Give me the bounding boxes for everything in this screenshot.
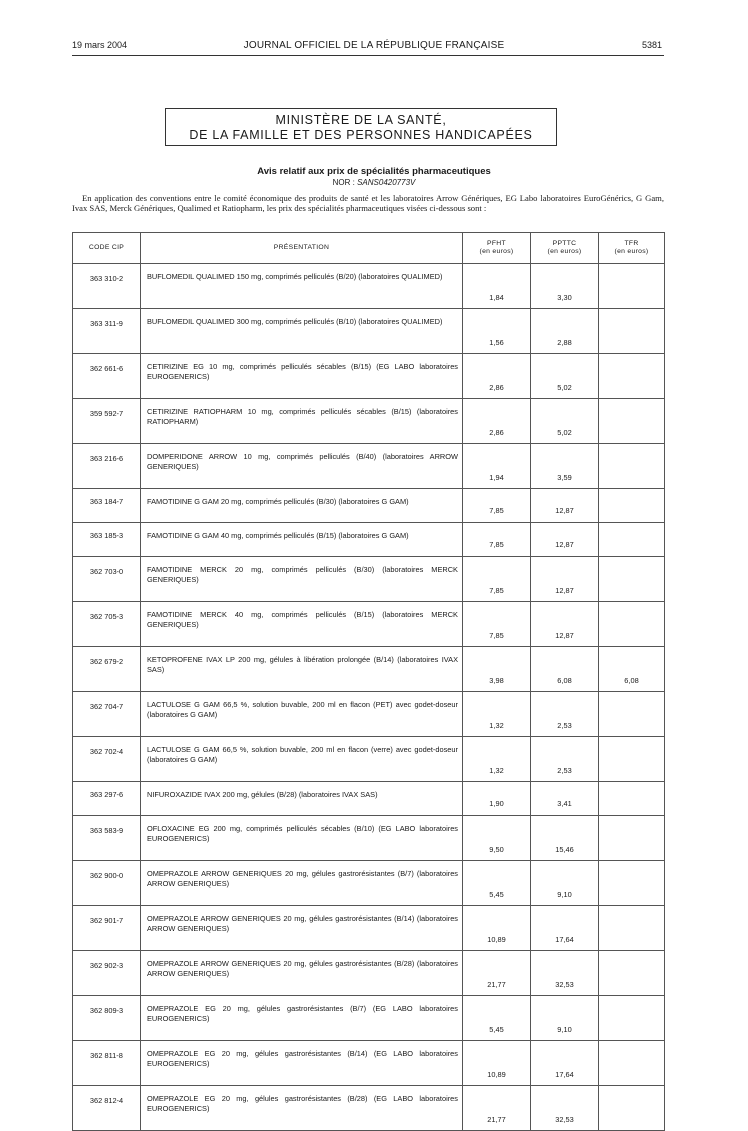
notice-title: Avis relatif aux prix de spécialités pharmaceutiques	[257, 166, 491, 177]
tfr-cell	[599, 489, 665, 523]
presentation-cell: CETIRIZINE EG 10 mg, comprimés pelliculés sécables (B/15) (EG LABO laboratoires EUROGENERICS)	[141, 354, 463, 399]
header-date: 19 mars 2004	[72, 40, 128, 50]
presentation-cell: OMEPRAZOLE ARROW GENERIQUES 20 mg, gélules gastrorésistantes (B/7) (laboratoires ARROW GENERIQUES)	[141, 861, 463, 906]
tfr-cell	[599, 737, 665, 782]
table-row	[73, 737, 665, 782]
ppttc-cell: 2,88	[531, 309, 599, 354]
cip-code-cell: 362 902-3	[73, 951, 141, 996]
ppttc-cell: 2,53	[531, 737, 599, 782]
table-row	[73, 264, 665, 309]
tfr-cell: 6,08	[599, 647, 665, 692]
table-row	[73, 1041, 665, 1086]
ministry-line-2: DE LA FAMILLE ET DES PERSONNES HANDICAPÉES	[189, 128, 533, 142]
cip-code-cell: 362 705-3	[73, 602, 141, 647]
pfht-cell: 7,85	[463, 602, 531, 647]
pfht-cell: 7,85	[463, 557, 531, 602]
pfht-cell: 21,77	[463, 951, 531, 996]
presentation-cell: FAMOTIDINE G GAM 20 mg, comprimés pelliculés (B/30) (laboratoires G GAM)	[141, 489, 463, 523]
header-page-number: 5381	[641, 40, 662, 50]
tfr-cell	[599, 1041, 665, 1086]
table-row	[73, 647, 665, 692]
presentation-cell: FAMOTIDINE MERCK 40 mg, comprimés pelliculés (B/15) (laboratoires MERCK GENERIQUES)	[141, 602, 463, 647]
table-row	[73, 489, 665, 523]
tfr-cell	[599, 816, 665, 861]
cip-code-cell: 362 704-7	[73, 692, 141, 737]
table-row	[73, 602, 665, 647]
tfr-cell	[599, 996, 665, 1041]
ppttc-cell: 9,10	[531, 861, 599, 906]
pfht-cell: 1,32	[463, 692, 531, 737]
cip-code-cell: 363 311-9	[73, 309, 141, 354]
ppttc-cell: 17,64	[531, 906, 599, 951]
ppttc-cell: 5,02	[531, 399, 599, 444]
tfr-cell	[599, 354, 665, 399]
ppttc-cell: 5,02	[531, 354, 599, 399]
ppttc-cell: 3,59	[531, 444, 599, 489]
pfht-cell: 1,84	[463, 264, 531, 309]
ppttc-cell: 12,87	[531, 602, 599, 647]
ppttc-cell: 12,87	[531, 557, 599, 602]
ppttc-cell: 6,08	[531, 647, 599, 692]
col-header-ppttc-label: PPTTC	[552, 240, 577, 247]
cip-code-cell: 363 583-9	[73, 816, 141, 861]
presentation-cell: DOMPERIDONE ARROW 10 mg, comprimés pelliculés (B/40) (laboratoires ARROW GENERIQUES)	[141, 444, 463, 489]
ppttc-cell: 3,41	[531, 782, 599, 816]
price-table	[72, 232, 665, 1131]
cip-code-cell: 362 900-0	[73, 861, 141, 906]
ppttc-cell: 32,53	[531, 951, 599, 996]
col-header-pfht-label: PFHT	[487, 240, 506, 247]
tfr-cell	[599, 523, 665, 557]
presentation-cell: CETIRIZINE RATIOPHARM 10 mg, comprimés pelliculés sécables (B/15) (laboratoires RATIOPHARM)	[141, 399, 463, 444]
presentation-cell: FAMOTIDINE G GAM 40 mg, comprimés pelliculés (B/15) (laboratoires G GAM)	[141, 523, 463, 557]
ppttc-cell: 15,46	[531, 816, 599, 861]
pfht-cell: 5,45	[463, 996, 531, 1041]
presentation-cell: FAMOTIDINE MERCK 20 mg, comprimés pelliculés (B/30) (laboratoires MERCK GENERIQUES)	[141, 557, 463, 602]
ministry-box	[165, 108, 557, 146]
table-row	[73, 782, 665, 816]
col-header-pfht	[463, 233, 531, 264]
table-row	[73, 951, 665, 996]
header-rule	[72, 55, 664, 56]
ppttc-cell: 12,87	[531, 489, 599, 523]
table-row	[73, 861, 665, 906]
cip-code-cell: 359 592-7	[73, 399, 141, 444]
table-row	[73, 354, 665, 399]
col-header-tfr-unit: (en euros)	[614, 248, 649, 255]
cip-code-cell: 362 703-0	[73, 557, 141, 602]
tfr-cell	[599, 1086, 665, 1131]
presentation-cell: OMEPRAZOLE ARROW GENERIQUES 20 mg, gélules gastrorésistantes (B/14) (laboratoires ARROW GENERIQUES)	[141, 906, 463, 951]
cip-code-cell: 362 702-4	[73, 737, 141, 782]
cip-code-cell: 362 679-2	[73, 647, 141, 692]
tfr-cell	[599, 444, 665, 489]
ppttc-cell: 12,87	[531, 523, 599, 557]
pfht-cell: 2,86	[463, 399, 531, 444]
pfht-cell: 3,98	[463, 647, 531, 692]
ppttc-cell: 9,10	[531, 996, 599, 1041]
table-row	[73, 692, 665, 737]
tfr-cell	[599, 782, 665, 816]
cip-code-cell: 362 901-7	[73, 906, 141, 951]
tfr-cell	[599, 692, 665, 737]
table-row	[73, 399, 665, 444]
cip-code-cell: 362 812-4	[73, 1086, 141, 1131]
presentation-cell: BUFLOMEDIL QUALIMED 150 mg, comprimés pelliculés (B/20) (laboratoires QUALIMED)	[141, 264, 463, 309]
cip-code-cell: 362 809-3	[73, 996, 141, 1041]
nor-label: NOR :	[332, 178, 355, 187]
cip-code-cell: 363 185-3	[73, 523, 141, 557]
cip-code-cell: 362 661-6	[73, 354, 141, 399]
tfr-cell	[599, 264, 665, 309]
pfht-cell: 9,50	[463, 816, 531, 861]
table-row	[73, 523, 665, 557]
table-row	[73, 816, 665, 861]
pfht-cell: 5,45	[463, 861, 531, 906]
table-row	[73, 1086, 665, 1131]
col-header-tfr-label: TFR	[624, 240, 639, 247]
table-row	[73, 906, 665, 951]
table-header-row	[73, 233, 665, 264]
cip-code-cell: 363 216-6	[73, 444, 141, 489]
cip-code-cell: 363 310-2	[73, 264, 141, 309]
pfht-cell: 21,77	[463, 1086, 531, 1131]
col-header-ppttc-unit: (en euros)	[547, 248, 582, 255]
tfr-cell	[599, 861, 665, 906]
presentation-cell: OMEPRAZOLE EG 20 mg, gélules gastrorésistantes (B/28) (EG LABO laboratoires EUROGENERICS)	[141, 1086, 463, 1131]
ministry-line-1: MINISTÈRE DE LA SANTÉ,	[275, 113, 447, 127]
presentation-cell: KETOPROFENE IVAX LP 200 mg, gélules à libération prolongée (B/14) (laboratoires IVAX SAS)	[141, 647, 463, 692]
table-row	[73, 309, 665, 354]
pfht-cell: 1,56	[463, 309, 531, 354]
ppttc-cell: 32,53	[531, 1086, 599, 1131]
col-header-ppttc	[531, 233, 599, 264]
ppttc-cell: 2,53	[531, 692, 599, 737]
col-header-presentation: PRÉSENTATION	[141, 233, 463, 264]
table-row	[73, 996, 665, 1041]
header-title: JOURNAL OFFICIEL DE LA RÉPUBLIQUE FRANÇAISE	[243, 40, 505, 51]
presentation-cell: OMEPRAZOLE EG 20 mg, gélules gastrorésistantes (B/14) (EG LABO laboratoires EUROGENERICS)	[141, 1041, 463, 1086]
presentation-cell: OMEPRAZOLE EG 20 mg, gélules gastrorésistantes (B/7) (EG LABO laboratoires EUROGENERICS)	[141, 996, 463, 1041]
pfht-cell: 7,85	[463, 523, 531, 557]
presentation-cell: LACTULOSE G GAM 66,5 %, solution buvable, 200 ml en flacon (PET) avec godet-doseur (laboratoires G GAM)	[141, 692, 463, 737]
pfht-cell: 1,32	[463, 737, 531, 782]
presentation-cell: OFLOXACINE EG 200 mg, comprimés pelliculés sécables (B/10) (EG LABO laboratoires EUROGENERICS)	[141, 816, 463, 861]
table-body	[73, 264, 665, 1131]
table-row	[73, 444, 665, 489]
pfht-cell: 10,89	[463, 1041, 531, 1086]
ppttc-cell: 17,64	[531, 1041, 599, 1086]
tfr-cell	[599, 602, 665, 647]
presentation-cell: BUFLOMEDIL QUALIMED 300 mg, comprimés pelliculés (B/10) (laboratoires QUALIMED)	[141, 309, 463, 354]
col-header-code: CODE CIP	[73, 233, 141, 264]
presentation-cell: LACTULOSE G GAM 66,5 %, solution buvable, 200 ml en flacon (verre) avec godet-doseur (laboratoires G GAM)	[141, 737, 463, 782]
tfr-cell	[599, 906, 665, 951]
tfr-cell	[599, 309, 665, 354]
cip-code-cell: 363 297-6	[73, 782, 141, 816]
cip-code-cell: 362 811-8	[73, 1041, 141, 1086]
col-header-pfht-unit: (en euros)	[479, 248, 514, 255]
pfht-cell: 2,86	[463, 354, 531, 399]
col-header-tfr	[599, 233, 665, 264]
pfht-cell: 7,85	[463, 489, 531, 523]
presentation-cell: OMEPRAZOLE ARROW GENERIQUES 20 mg, gélules gastrorésistantes (B/28) (laboratoires ARROW GENERIQUES)	[141, 951, 463, 996]
pfht-cell: 1,94	[463, 444, 531, 489]
nor-reference	[0, 178, 748, 187]
intro-paragraph: En application des conventions entre le comité économique des produits de santé et les laboratoires Arrow Génériques, EG Labo laboratoires EuroGénérics, G Gam, Ivax SAS, Merck Génériques, Qualimed et Ratiopharm, les prix des spécialités pharmaceutiques visées ci-dessous sont :	[72, 193, 664, 213]
tfr-cell	[599, 951, 665, 996]
presentation-cell: NIFUROXAZIDE IVAX 200 mg, gélules (B/28) (laboratoires IVAX SAS)	[141, 782, 463, 816]
tfr-cell	[599, 557, 665, 602]
tfr-cell	[599, 399, 665, 444]
pfht-cell: 1,90	[463, 782, 531, 816]
ppttc-cell: 3,30	[531, 264, 599, 309]
pfht-cell: 10,89	[463, 906, 531, 951]
cip-code-cell: 363 184-7	[73, 489, 141, 523]
table-row	[73, 557, 665, 602]
nor-code: SANS0420773V	[357, 178, 416, 187]
